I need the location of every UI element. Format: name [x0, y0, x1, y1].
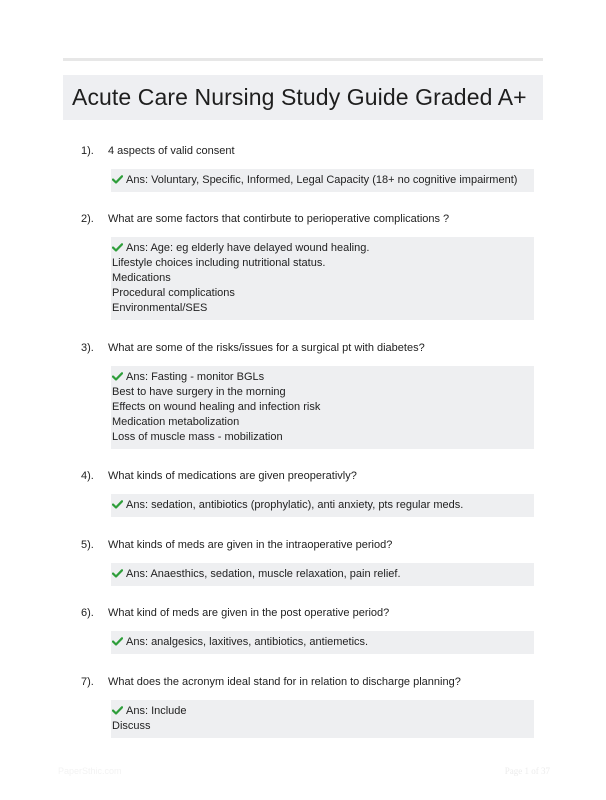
- question-text: What does the acronym ideal stand for in relation to discharge planning?: [108, 676, 461, 688]
- answer-box: [111, 366, 534, 449]
- answer-text: Procedural complications: [112, 287, 235, 299]
- question-text: What are some factors that contirbute to perioperative complications ?: [108, 213, 450, 225]
- answer-text: Discuss: [112, 720, 151, 732]
- checkmark-icon: [112, 706, 123, 715]
- checkmark-icon: [112, 372, 123, 381]
- answer-line: [112, 301, 528, 316]
- answer-first-line: [112, 173, 528, 188]
- answer-line: [112, 400, 528, 415]
- question-text: What kinds of medications are given preoperativly?: [108, 470, 357, 482]
- answer-first-line: [112, 498, 528, 513]
- answer-text: Loss of muscle mass - mobilization: [112, 431, 283, 443]
- answer-text: Ans: sedation, antibiotics (prophylatic), anti anxiety, pts regular meds.: [126, 499, 464, 511]
- answer-first-line: [112, 241, 528, 256]
- answer-line: [112, 271, 528, 286]
- checkmark-icon: [112, 175, 123, 184]
- question-number: 5).: [81, 539, 94, 551]
- footer-watermark: PaperSthic.com: [58, 766, 122, 776]
- answer-box: [111, 494, 534, 517]
- answer-text: Ans: Include: [126, 705, 187, 717]
- answer-box: [111, 631, 534, 654]
- answer-text: Environmental/SES: [112, 302, 208, 314]
- question-text: What kinds of meds are given in the intraoperative period?: [108, 539, 393, 551]
- answer-box: [111, 700, 534, 738]
- answer-line: [112, 286, 528, 301]
- top-rule: [63, 58, 543, 61]
- page-number: Page 1 of 37: [504, 766, 550, 776]
- question-text: What kind of meds are given in the post operative period?: [108, 607, 390, 619]
- document-title: Acute Care Nursing Study Guide Graded A+: [72, 84, 527, 110]
- answer-line: [112, 719, 528, 734]
- answer-first-line: [112, 635, 528, 650]
- question-number: 6).: [81, 607, 94, 619]
- answer-text: Medications: [112, 272, 171, 284]
- answer-first-line: [112, 704, 528, 719]
- question-text: 4 aspects of valid consent: [108, 145, 235, 157]
- answer-box: [111, 563, 534, 586]
- title-bar: [63, 75, 543, 120]
- question-number: 3).: [81, 342, 94, 354]
- answer-text: Ans: Fasting - monitor BGLs: [126, 371, 265, 383]
- answer-text: Ans: Anaesthics, sedation, muscle relaxation, pain relief.: [126, 568, 401, 580]
- answer-first-line: [112, 370, 528, 385]
- question-text: What are some of the risks/issues for a surgical pt with diabetes?: [108, 342, 425, 354]
- answer-box: [111, 237, 534, 320]
- checkmark-icon: [112, 243, 123, 252]
- question-number: 7).: [81, 676, 94, 688]
- checkmark-icon: [112, 637, 123, 646]
- answer-text: Ans: analgesics, laxitives, antibiotics, antiemetics.: [126, 636, 369, 648]
- answer-first-line: [112, 567, 528, 582]
- question-number: 4).: [81, 470, 94, 482]
- answer-box: [111, 169, 534, 192]
- checkmark-icon: [112, 569, 123, 578]
- answer-text: Effects on wound healing and infection risk: [112, 401, 321, 413]
- answer-line: [112, 415, 528, 430]
- answer-line: [112, 256, 528, 271]
- answer-text: Ans: Age: eg elderly have delayed wound healing.: [126, 242, 370, 254]
- answer-text: Lifestyle choices including nutritional status.: [112, 257, 326, 269]
- answer-text: Medication metabolization: [112, 416, 240, 428]
- answer-text: Ans: Voluntary, Specific, Informed, Legal Capacity (18+ no cognitive impairment): [126, 174, 518, 186]
- checkmark-icon: [112, 500, 123, 509]
- answer-line: [112, 385, 528, 400]
- answer-text: Best to have surgery in the morning: [112, 386, 286, 398]
- question-number: 1).: [81, 145, 94, 157]
- question-number: 2).: [81, 213, 94, 225]
- answer-line: [112, 430, 528, 445]
